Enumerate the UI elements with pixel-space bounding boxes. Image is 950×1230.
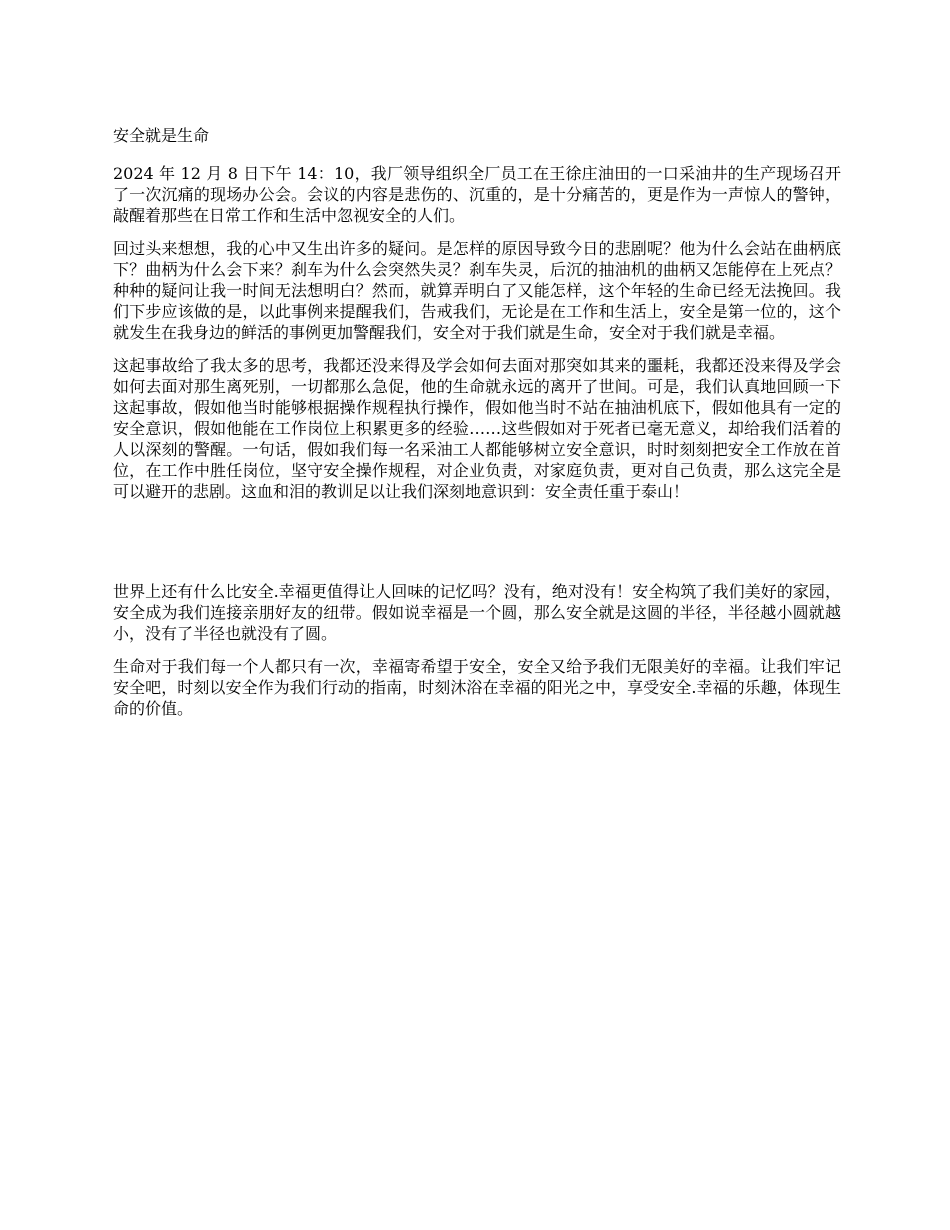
document-title: 安全就是生命 [113,126,210,145]
document-body [113,125,841,731]
blank-spacer [113,514,841,581]
paragraph-questions: 回过头来想想，我的心中又生出许多的疑问。是怎样的原因导致今日的悲剧呢？他为什么会站在曲柄底下？曲柄为什么会下来？刹车为什么会突然失灵？刹车失灵，后沉的抽油机的曲柄又怎能停在上死点？种种的疑问让我一时间无法想明白？然而，就算弄明白了又能怎样，这个年轻的生命已经无法挽回。我们下步应该做的是，以此事例来提醒我们，告戒我们，无论是在工作和生活上，安全是第一位的，这个就发生在我身边的鲜活的事例更加警醒我们，安全对于我们就是生命，安全对于我们就是幸福。 [113,239,841,342]
paragraph-safety-happiness: 世界上还有什么比安全.幸福更值得让人回味的记忆吗？没有，绝对没有！安全构筑了我们美好的家园，安全成为我们连接亲朋好友的纽带。假如说幸福是一个圆，那么安全就是这圆的半径，半径越小圆就越小，没有了半径也就没有了圆。 [113,582,841,643]
paragraph-reflection: 这起事故给了我太多的思考，我都还没来得及学会如何去面对那突如其来的噩耗，我都还没来得及学会如何去面对那生离死别，一切都那么急促，他的生命就永远的离开了世间。可是，我们认真地回顾一下这起事故，假如他当时能够根据操作规程执行操作，假如他当时不站在抽油机底下，假如他具有一定的安全意识，假如他能在工作岗位上积累更多的经验……这些假如对于死者已毫无意义，却给我们活着的人以深刻的警醒。一句话，假如我们每一名采油工人都能够树立安全意识，时时刻刻把安全工作放在首位，在工作中胜任岗位，坚守安全操作规程，对企业负责，对家庭负责，更对自己负责，那么这完全是可以避开的悲剧。这血和泪的教训足以让我们深刻地意识到：安全责任重于泰山！ [113,356,841,501]
paragraph-conclusion: 生命对于我们每一个人都只有一次，幸福寄希望于安全，安全又给予我们无限美好的幸福。让我们牢记安全吧，时刻以安全作为我们行动的指南，时刻沐浴在幸福的阳光之中，享受安全.幸福的乐趣，体现生命的价值。 [113,657,841,718]
paragraph-meeting: 2024 年 12 月 8 日下午 14：10，我厂领导组织全厂员工在王徐庄油田的一口采油井的生产现场召开了一次沉痛的现场办公会。会议的内容是悲伤的、沉重的，是十分痛苦的，更是作为一声惊人的警钟，敲醒着那些在日常工作和生活中忽视安全的人们。 [113,164,841,225]
